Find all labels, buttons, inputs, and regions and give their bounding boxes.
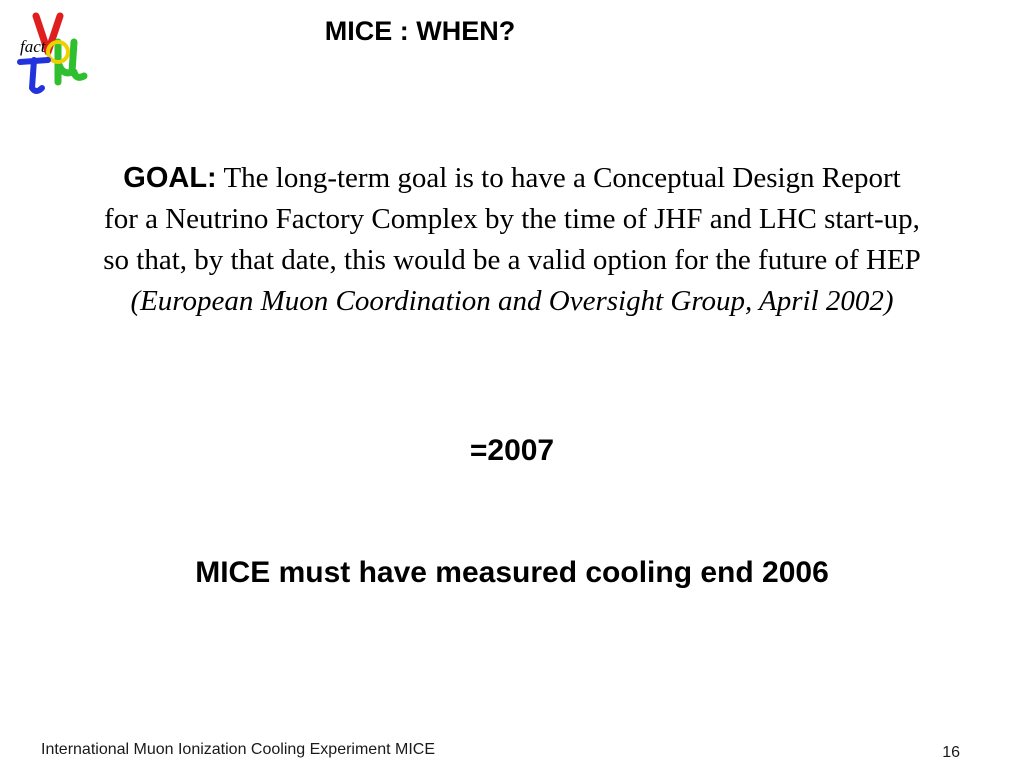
goal-text-line-3: so that, by that date, this would be a valid option for the future of HEP xyxy=(103,244,921,276)
goal-paragraph xyxy=(14,158,1010,322)
page-number: 16 xyxy=(942,744,960,761)
goal-line-1 xyxy=(14,158,1010,199)
goal-text-line-2: for a Neutrino Factory Complex by the time of JHF and LHC start-up, xyxy=(104,203,920,235)
slide-title: MICE : WHEN? xyxy=(324,16,516,46)
goal-text-line-1: The long-term goal is to have a Conceptual Design Report xyxy=(223,162,901,194)
goal-source: (European Muon Coordination and Oversight Group, April 2002) xyxy=(130,285,894,317)
target-year: =2007 xyxy=(469,434,555,467)
footer-text: International Muon Ionization Cooling Experiment MICE xyxy=(41,741,435,758)
goal-label: GOAL: xyxy=(123,162,217,194)
conclusion-statement: MICE must have measured cooling end 2006 xyxy=(195,556,829,589)
nufact-logo-icon xyxy=(14,12,100,98)
logo-text: fact xyxy=(20,37,46,56)
